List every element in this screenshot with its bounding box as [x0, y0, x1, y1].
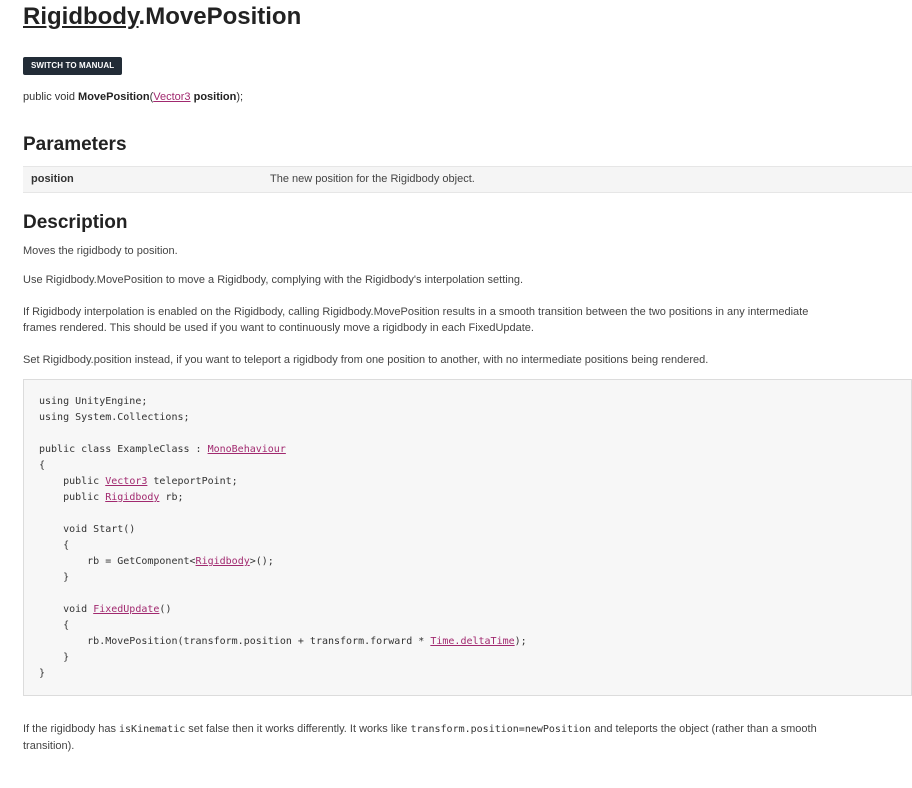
code-line: }	[39, 652, 70, 663]
signature-param-name: position	[190, 91, 237, 103]
code-line: {	[39, 460, 46, 471]
description-paragraph-4: Set Rigidbody.position instead, if you want to teleport a rigidbody from one position to another, with no intermediate positions being rendered.	[23, 354, 709, 366]
footer-note	[23, 721, 823, 754]
code-line: public Vector3 teleportPoint;	[39, 476, 238, 487]
signature-close: );	[236, 91, 244, 103]
title-method: .MovePosition	[138, 3, 302, 30]
switch-to-manual-button[interactable]: SWITCH TO MANUAL	[23, 57, 122, 75]
code-link-rigidbody[interactable]: Rigidbody	[195, 556, 250, 567]
footer-note-text-2: set false then it works differently. It works like	[185, 723, 411, 735]
code-line: void FixedUpdate()	[39, 604, 172, 615]
code-link-rigidbody[interactable]: Rigidbody	[105, 492, 160, 503]
signature-prefix: public void	[23, 91, 79, 103]
description-heading: Description	[23, 212, 128, 233]
code-link-fixedupdate[interactable]: FixedUpdate	[93, 604, 160, 615]
param-name: position	[31, 173, 74, 185]
description-paragraph-3: If Rigidbody interpolation is enabled on the Rigidbody, calling Rigidbody.MovePosition results in a smooth transition between the two positions in any intermediate frames rendered. This should be used if you want to continuously move a rigidbody in each FixedUpdate.	[23, 306, 809, 334]
code-line: public class ExampleClass : MonoBehaviour	[39, 444, 286, 455]
signature-method: MovePosition	[78, 91, 150, 103]
code-line: }	[39, 668, 46, 679]
title-class-link[interactable]: Rigidbody	[23, 3, 139, 30]
code-line: rb = GetComponent<Rigidbody>();	[39, 556, 274, 567]
code-example	[23, 379, 912, 696]
page-title	[23, 3, 301, 31]
parameters-table	[23, 166, 912, 193]
code-line: using System.Collections;	[39, 412, 190, 423]
inline-code-iskinematic: isKinematic	[119, 724, 186, 735]
code-line: public Rigidbody rb;	[39, 492, 184, 503]
signature-open-paren: (	[149, 91, 154, 103]
parameters-heading: Parameters	[23, 134, 127, 155]
code-link-time-deltatime[interactable]: Time.deltaTime	[430, 636, 515, 647]
code-line: using UnityEngine;	[39, 396, 148, 407]
code-line: }	[39, 572, 70, 583]
method-signature	[23, 91, 243, 103]
param-description: The new position for the Rigidbody object.	[270, 173, 475, 185]
footer-note-text-3: and teleports the object (rather than a smooth transition).	[23, 723, 817, 752]
code-link-vector3[interactable]: Vector3	[105, 476, 148, 487]
code-line: {	[39, 620, 70, 631]
code-line: rb.MovePosition(transform.position + transform.forward * Time.deltaTime);	[39, 636, 527, 647]
inline-code-transform-position: transform.position=newPosition	[410, 724, 592, 735]
description-paragraph-1: Moves the rigidbody to position.	[23, 245, 178, 257]
signature-param-type-link[interactable]: Vector3	[153, 91, 191, 103]
code-line: void Start()	[39, 524, 136, 535]
description-paragraph-2: Use Rigidbody.MovePosition to move a Rigidbody, complying with the Rigidbody's interpolation setting.	[23, 274, 524, 286]
code-link-monobehaviour[interactable]: MonoBehaviour	[207, 444, 286, 455]
code-line: {	[39, 540, 70, 551]
footer-note-text-1: If the rigidbody has	[23, 723, 120, 735]
